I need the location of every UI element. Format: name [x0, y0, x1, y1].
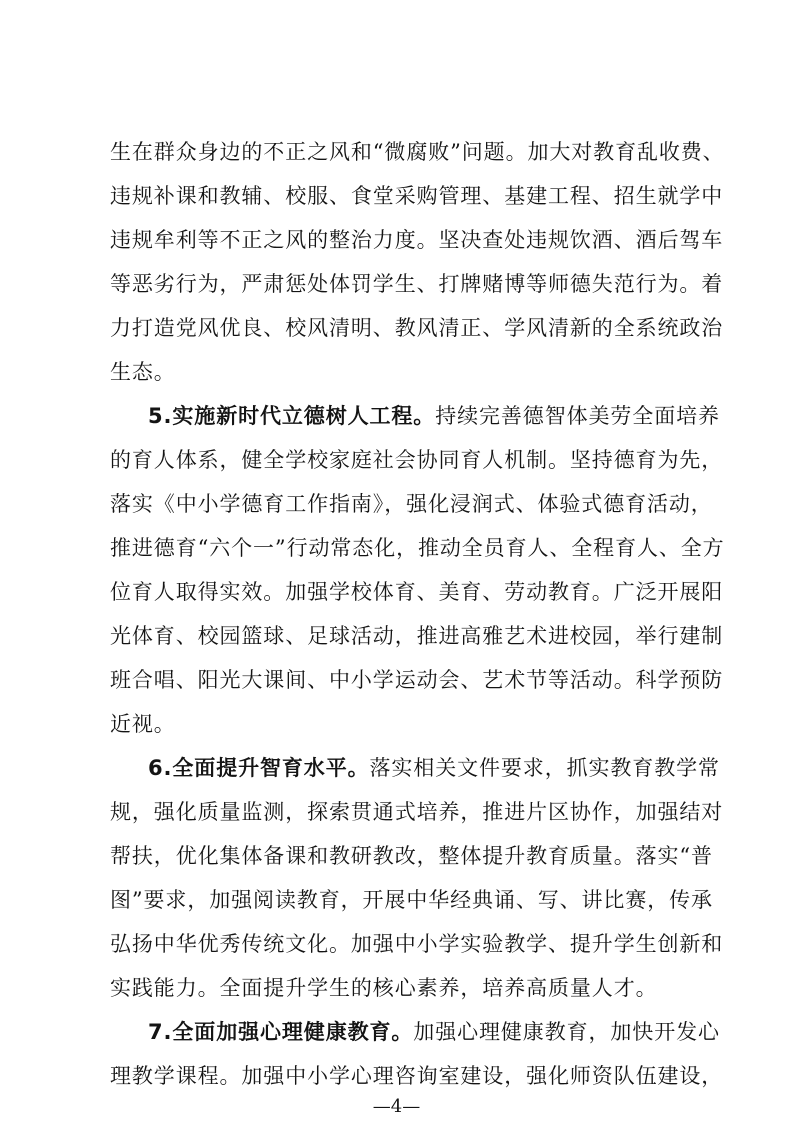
- paragraph-line: [110, 176, 724, 216]
- paragraph-first-line: [148, 1012, 720, 1052]
- line-text: 力打造党风优良、校风清明、教风清正、学风清新的全系统政治: [110, 316, 724, 340]
- line-text: 近视。: [110, 712, 176, 736]
- line-text: 弘扬中华优秀传统文化。加强中小学实验教学、提升学生创新和: [110, 932, 724, 956]
- paragraph-line: [110, 792, 724, 832]
- section-heading-5: 5.实施新时代立德树人工程。: [148, 404, 436, 428]
- line-text: 位育人取得实效。加强学校体育、美育、劳动教育。广泛开展阳: [110, 580, 724, 604]
- paragraph-line: [110, 836, 713, 876]
- paragraph-line: [110, 880, 713, 920]
- paragraph-line: [110, 572, 724, 612]
- paragraph-line: [110, 660, 724, 700]
- line-text: 加强心理健康教育，加快开发心: [413, 1020, 720, 1044]
- line-text: 生在群众身边的不正之风和“微腐败”问题。加大对教育乱收费、: [110, 140, 725, 164]
- paragraph-line: [110, 352, 700, 392]
- paragraph-line: [110, 132, 725, 172]
- line-text: 落实《中小学德育工作指南》，强化浸润式、体验式德育活动，: [110, 492, 713, 516]
- line-text: 帮扶，优化集体备课和教研教改，整体提升教育质量。落实“普: [110, 844, 713, 868]
- paragraph-line: [110, 308, 724, 348]
- paragraph-line: [110, 616, 724, 656]
- paragraph-line: [110, 1056, 724, 1096]
- paragraph-line: [110, 264, 724, 304]
- page-number: —4—: [372, 1096, 421, 1117]
- line-text: 班合唱、阳光大课间、中小学运动会、艺术节等活动。科学预防: [110, 668, 724, 692]
- line-text: 的育人体系，健全学校家庭社会协同育人机制。坚持德育为先，: [110, 448, 724, 472]
- line-text: 光体育、校园篮球、足球活动，推进高雅艺术进校园，举行建制: [110, 624, 724, 648]
- line-text: 违规牟利等不正之风的整治力度。坚决查处违规饮酒、酒后驾车: [110, 228, 724, 252]
- line-text: 实践能力。全面提升学生的核心素养，培养高质量人才。: [110, 976, 658, 1000]
- line-text: 等恶劣行为，严肃惩处体罚学生、打牌赌博等师德失范行为。着: [110, 272, 724, 296]
- paragraph-line: [110, 440, 724, 480]
- line-text: 生态。: [110, 360, 176, 384]
- paragraph-line: [110, 484, 713, 524]
- section-heading-6: 6.全面提升智育水平。: [148, 756, 370, 780]
- paragraph-line: [110, 704, 700, 744]
- line-text: 规，强化质量监测，探索贯通式培养，推进片区协作，加强结对: [110, 800, 724, 824]
- line-text: 图”要求，加强阅读教育，开展中华经典诵、写、讲比赛，传承: [110, 888, 713, 912]
- paragraph-line: [110, 528, 725, 568]
- line-text: 持续完善德智体美劳全面培养: [435, 404, 720, 428]
- line-text: 理教学课程。加强中小学心理咨询室建设，强化师资队伍建设，: [110, 1064, 724, 1088]
- section-heading-7: 7.全面加强心理健康教育。: [148, 1020, 414, 1044]
- paragraph-first-line: [148, 396, 720, 436]
- line-text: 违规补课和教辅、校服、食堂采购管理、基建工程、招生就学中: [110, 184, 724, 208]
- paragraph-line: [110, 220, 724, 260]
- paragraph-line: [110, 924, 724, 964]
- paragraph-line: [110, 968, 700, 1008]
- line-text: 落实相关文件要求，抓实教育教学常: [369, 756, 720, 780]
- line-text: 推进德育“六个一”行动常态化，推动全员育人、全程育人、全方: [110, 536, 725, 560]
- paragraph-first-line: [148, 748, 720, 788]
